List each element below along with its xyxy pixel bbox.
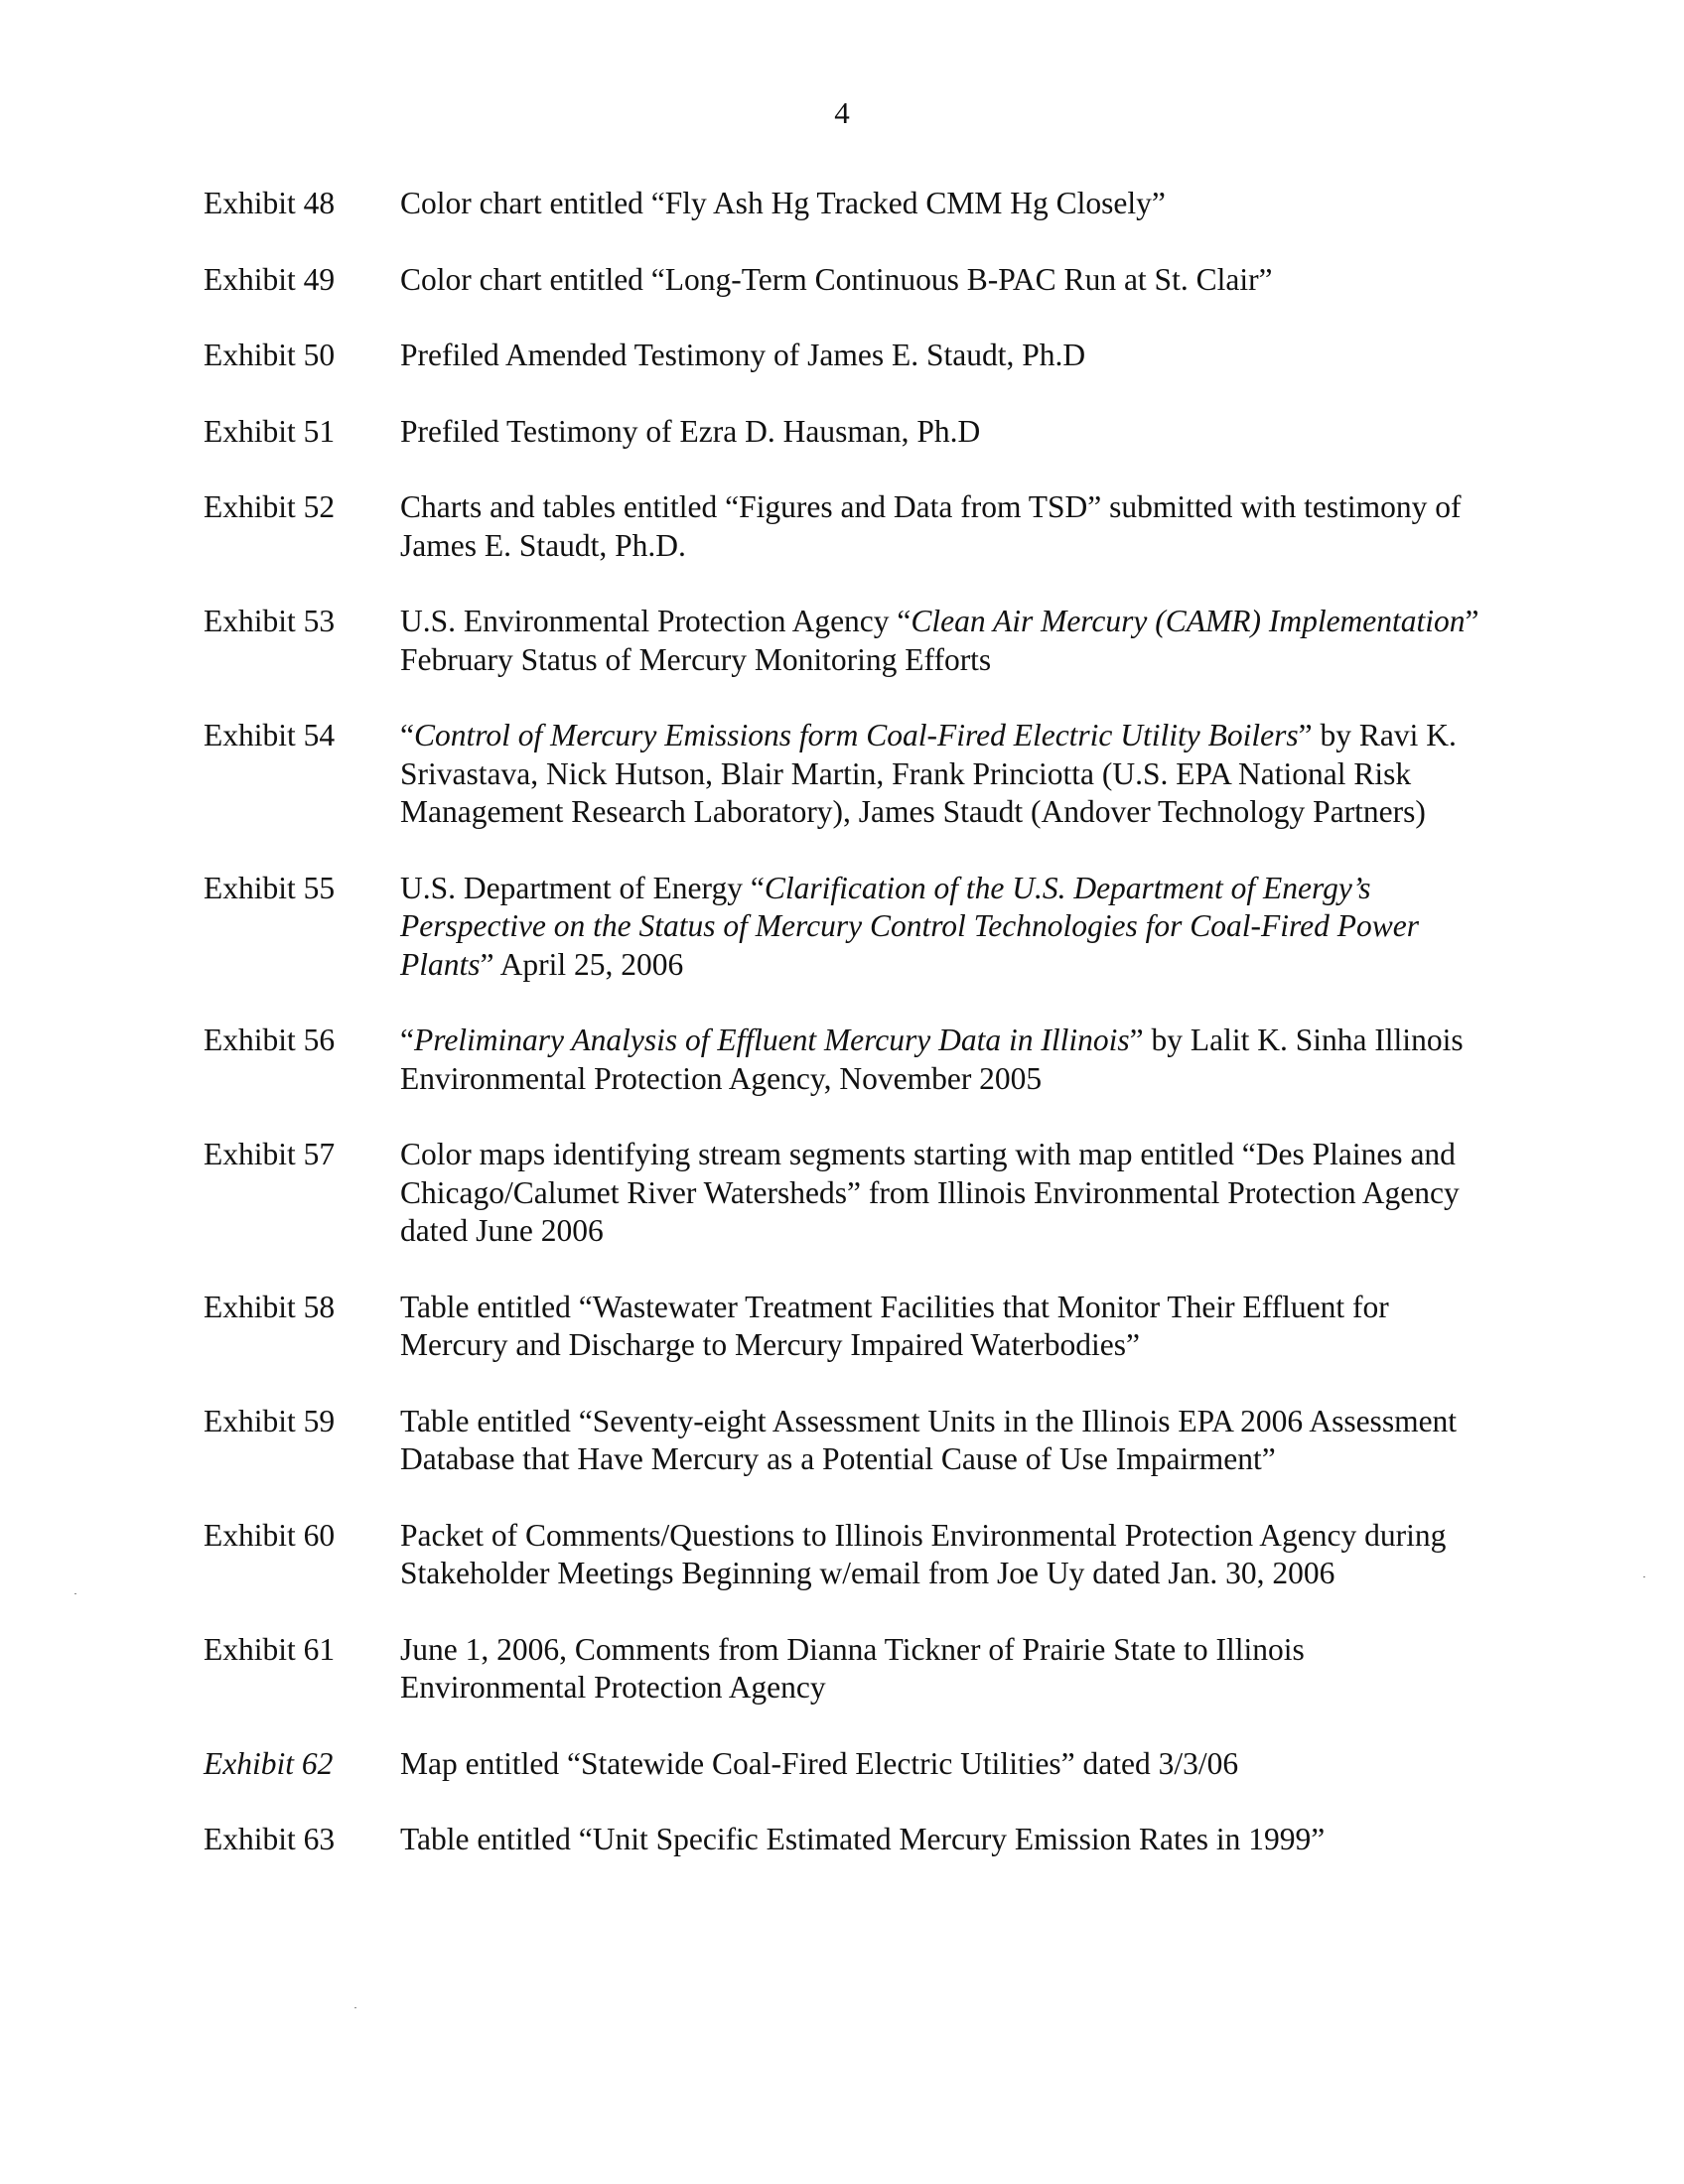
- exhibit-label: Exhibit 53: [204, 604, 336, 638]
- exhibit-text: ” by Ravi K. Srivastava, Nick Hutson, Blair Martin, Frank Princiotta (U.S. EPA National Risk Management Research Laboratory), James Staudt (Andover Technology Partners): [400, 718, 1457, 829]
- exhibit-text: “: [400, 1023, 414, 1057]
- exhibit-row: [204, 1517, 1494, 1593]
- scan-speck: [74, 1593, 76, 1594]
- exhibit-text: Color chart entitled “Fly Ash Hg Tracked CMM Hg Closely”: [400, 186, 1166, 220]
- exhibit-description: [400, 261, 1494, 300]
- exhibit-text: U.S. Environmental Protection Agency “: [400, 604, 912, 638]
- exhibit-title-italic: Clarification of the U.S. Department of Energy’s Perspective on the Status of Mercury Control Technologies for Coal-Fired Power Plants: [400, 870, 1419, 982]
- exhibit-row: [204, 717, 1494, 832]
- exhibit-label: Exhibit 51: [204, 413, 336, 449]
- exhibit-row: [204, 337, 1494, 375]
- exhibit-label: Exhibit 63: [204, 1822, 336, 1856]
- exhibit-description: [400, 413, 1494, 452]
- exhibit-row: [204, 261, 1494, 300]
- exhibit-text: Prefiled Amended Testimony of James E. Staudt, Ph.D: [400, 338, 1086, 372]
- exhibit-text: ” February Status of Mercury Monitoring Efforts: [400, 604, 1479, 677]
- exhibit-description: [400, 1517, 1494, 1593]
- exhibit-text: Color chart entitled “Long-Term Continuous B-PAC Run at St. Clair”: [400, 261, 1273, 297]
- exhibit-row: [204, 488, 1494, 565]
- exhibit-row: [204, 870, 1494, 985]
- exhibit-text: “: [400, 718, 414, 752]
- exhibit-row: [204, 1745, 1494, 1784]
- page-number: 4: [834, 95, 850, 130]
- exhibit-row: [204, 1631, 1494, 1707]
- exhibit-label: Exhibit 56: [204, 1023, 336, 1057]
- exhibit-label: Exhibit 48: [204, 186, 336, 220]
- exhibit-label: Exhibit 61: [204, 1631, 336, 1667]
- exhibit-label: Exhibit 54: [204, 718, 336, 752]
- exhibit-row: [204, 413, 1494, 452]
- exhibit-description: [400, 1136, 1494, 1251]
- exhibit-label: Exhibit 57: [204, 1137, 336, 1171]
- exhibit-title-italic: Preliminary Analysis of Effluent Mercury Data in Illinois: [413, 1023, 1130, 1057]
- exhibit-label: Exhibit 50: [204, 338, 336, 372]
- exhibit-text: June 1, 2006, Comments from Dianna Tickner of Prairie State to Illinois Environmental Protection Agency: [400, 1631, 1305, 1705]
- exhibit-description: [400, 870, 1494, 985]
- exhibit-title-italic: Control of Mercury Emissions form Coal-Fired Electric Utility Boilers: [413, 718, 1299, 752]
- exhibit-text: ” by Lalit K. Sinha Illinois Environmental Protection Agency, November 2005: [400, 1023, 1464, 1096]
- exhibit-row: [204, 1022, 1494, 1098]
- exhibit-row: [204, 1821, 1494, 1859]
- exhibit-label: Exhibit 59: [204, 1403, 336, 1438]
- exhibit-row: [204, 1289, 1494, 1365]
- exhibit-text: Table entitled “Wastewater Treatment Facilities that Monitor Their Effluent for Mercury and Discharge to Mercury Impaired Waterbodies”: [400, 1289, 1389, 1362]
- exhibit-row: [204, 603, 1494, 679]
- exhibit-description: [400, 1289, 1494, 1365]
- exhibit-text: Table entitled “Seventy-eight Assessment Units in the Illinois EPA 2006 Assessment Database that Have Mercury as a Potential Cause of Use Impairment”: [400, 1403, 1458, 1476]
- exhibit-row: [204, 185, 1494, 223]
- scan-speck: [1643, 1576, 1645, 1577]
- exhibit-description: [400, 603, 1494, 679]
- exhibit-label: Exhibit 60: [204, 1517, 336, 1553]
- exhibit-description: [400, 488, 1494, 565]
- exhibit-text: Packet of Comments/Questions to Illinois Environmental Protection Agency during Stakeholder Meetings Beginning w/email from Joe Uy dated Jan. 30, 2006: [400, 1517, 1447, 1590]
- exhibit-row: [204, 1403, 1494, 1479]
- exhibit-text: Map entitled “Statewide Coal-Fired Electric Utilities” dated 3/3/06: [400, 1745, 1239, 1781]
- exhibit-text: Charts and tables entitled “Figures and Data from TSD” submitted with testimony of James E. Staudt, Ph.D.: [400, 489, 1462, 563]
- exhibit-text: Prefiled Testimony of Ezra D. Hausman, Ph.D: [400, 413, 981, 449]
- exhibit-list: [204, 185, 1494, 1897]
- exhibit-description: [400, 185, 1494, 223]
- exhibit-label: Exhibit 62: [204, 1745, 334, 1781]
- exhibit-description: [400, 337, 1494, 375]
- exhibit-description: [400, 1745, 1494, 1784]
- exhibit-label: Exhibit 52: [204, 489, 336, 524]
- exhibit-label: Exhibit 55: [204, 870, 336, 905]
- exhibit-title-italic: Clean Air Mercury (CAMR) Implementation: [911, 604, 1466, 638]
- exhibit-text: Table entitled “Unit Specific Estimated Mercury Emission Rates in 1999”: [400, 1822, 1326, 1856]
- exhibit-label: Exhibit 49: [204, 261, 336, 297]
- exhibit-description: [400, 717, 1494, 832]
- exhibit-description: [400, 1403, 1494, 1479]
- exhibit-label: Exhibit 58: [204, 1289, 336, 1324]
- exhibit-text: U.S. Department of Energy “: [400, 870, 765, 905]
- exhibit-description: [400, 1821, 1494, 1859]
- exhibit-description: [400, 1631, 1494, 1707]
- exhibit-text: ” April 25, 2006: [480, 946, 684, 982]
- exhibit-text: Color maps identifying stream segments starting with map entitled “Des Plaines and Chicago/Calumet River Watersheds” from Illinois Environmental Protection Agency dated June 2006: [400, 1137, 1460, 1248]
- scan-speck: [354, 2007, 356, 2008]
- exhibit-description: [400, 1022, 1494, 1098]
- exhibit-row: [204, 1136, 1494, 1251]
